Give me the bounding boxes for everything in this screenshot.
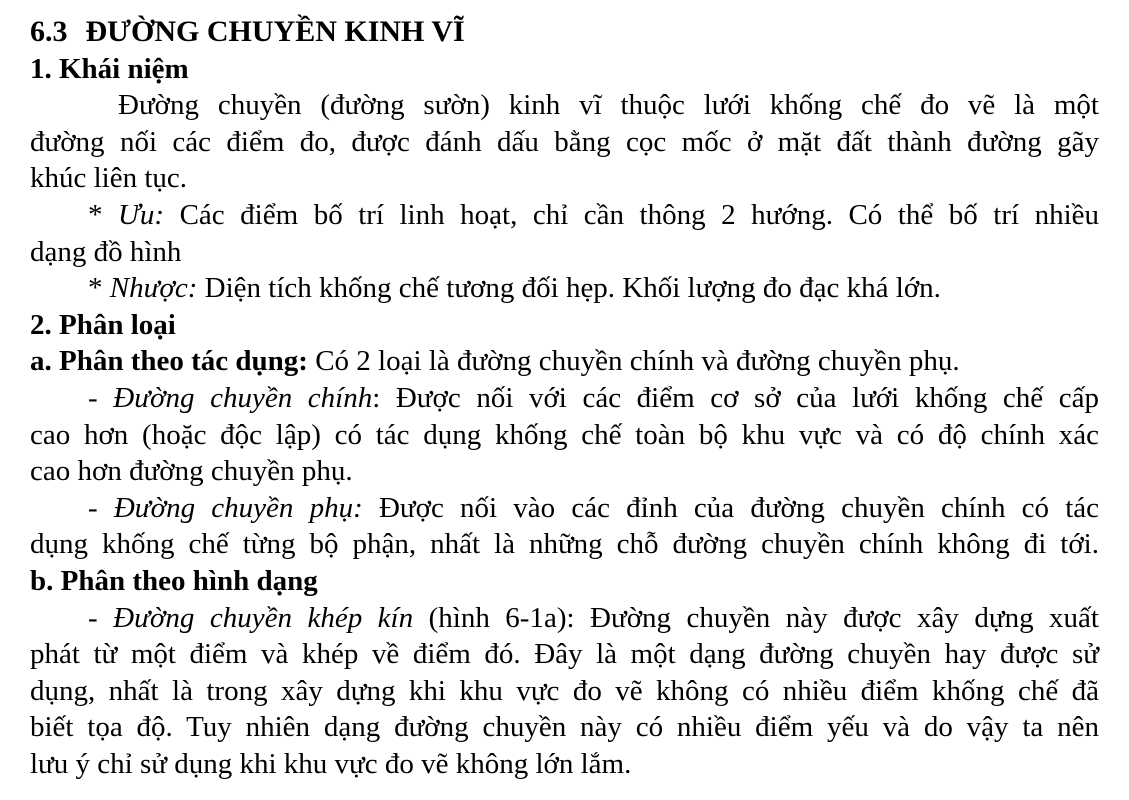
- pros-text: Các điểm bố trí linh hoạt, chỉ cần thông 2 hướng. Có thể bố trí nhiều: [164, 198, 1100, 231]
- sub-traverse-prefix: -: [88, 491, 114, 524]
- closed-traverse-line-4: biết tọa độ. Tuy nhiên dạng đường chuyền này có nhiều điểm yếu và do vậy ta nên: [30, 711, 1099, 744]
- pros-line: [30, 197, 1099, 234]
- cons-label: Nhược:: [109, 272, 198, 305]
- pros-bullet: *: [88, 198, 119, 231]
- concept-paragraph-line: Đường chuyền (đường sườn) kinh vĩ thuộc lưới khống chế đo vẽ là một: [118, 89, 1099, 122]
- cons-line: [30, 270, 1099, 307]
- closed-traverse-line-3: dụng, nhất là trong xây dựng khi khu vực đo vẽ không có nhiều điểm khống chế đã: [30, 674, 1099, 707]
- closed-traverse-line: [30, 600, 1099, 637]
- closed-traverse-line-2: phát từ một điểm và khép về điểm đó. Đây là một dạng đường chuyền hay được sử: [30, 638, 1099, 671]
- closed-traverse-prefix: -: [88, 601, 114, 634]
- by-function-text: Có 2 loại là đường chuyền chính và đường chuyền phụ.: [307, 345, 960, 378]
- sub-traverse-text: Được nối vào các đỉnh của đường chuyền chính có tác: [362, 491, 1099, 524]
- pros-line-2: dạng đồ hình: [30, 235, 182, 268]
- closed-traverse-label: Đường chuyền khép kín: [113, 601, 414, 634]
- by-function-line: [30, 343, 1099, 380]
- closed-traverse-line-5: lưu ý chỉ sử dụng khi khu vực đo vẽ không lớn lắm.: [30, 747, 632, 780]
- by-function-heading: a. Phân theo tác dụng:: [30, 345, 308, 378]
- concept-paragraph-line: khúc liên tục.: [30, 162, 188, 195]
- cons-text: Diện tích khống chế tương đối hẹp. Khối lượng đo đạc khá lớn.: [197, 272, 941, 305]
- main-traverse-prefix: -: [88, 381, 114, 414]
- main-traverse-line-2: cao hơn (hoặc độc lập) có tác dụng khống chế toàn bộ khu vực và có độ chính xác: [30, 418, 1099, 451]
- main-traverse-line: [30, 380, 1099, 417]
- pros-label: Ưu:: [118, 198, 165, 231]
- by-shape-heading: b. Phân theo hình dạng: [30, 564, 318, 597]
- sub-traverse-line: [30, 490, 1099, 527]
- main-traverse-text: : Được nối với các điểm cơ sở của lưới khống chế cấp: [372, 381, 1099, 414]
- sub-traverse-label: Đường chuyền phụ:: [113, 491, 363, 524]
- cons-bullet: *: [88, 272, 110, 305]
- main-traverse-label: Đường chuyền chính: [113, 381, 373, 414]
- closed-traverse-text: (hình 6-1a): Đường chuyền này được xây dựng xuất: [413, 601, 1099, 634]
- concept-heading: 1. Khái niệm: [30, 52, 189, 85]
- sub-traverse-line-2: dụng khống chế từng bộ phận, nhất là những chỗ đường chuyền chính không đi tới.: [30, 528, 1099, 561]
- section-heading: ĐƯỜNG CHUYỀN KINH VĨ: [85, 15, 465, 48]
- concept-paragraph-line: đường nối các điểm đo, được đánh dấu bằng cọc mốc ở mặt đất thành đường gãy: [30, 125, 1099, 158]
- classification-heading: 2. Phân loại: [30, 308, 176, 341]
- section-title: [30, 14, 1099, 51]
- section-number: 6.3: [30, 15, 68, 48]
- main-traverse-line-3: cao hơn đường chuyền phụ.: [30, 455, 353, 488]
